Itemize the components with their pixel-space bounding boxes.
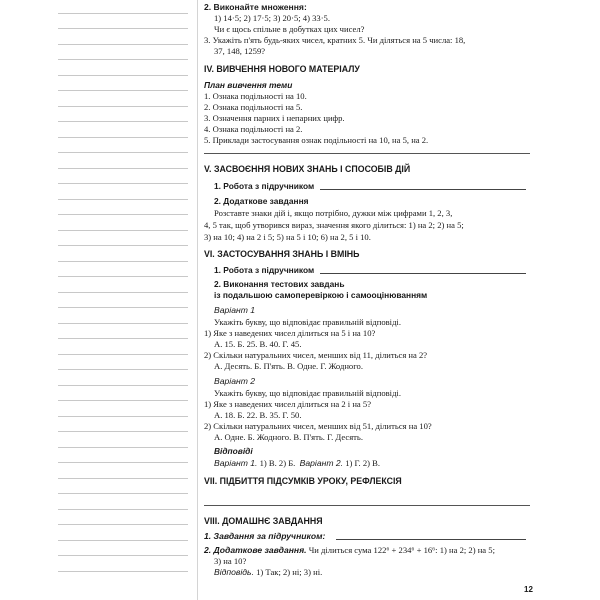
section8-task2-line2: 3) на 10? — [214, 556, 247, 566]
notes-line — [58, 369, 188, 370]
answers-line — [214, 458, 380, 468]
section5-heading: V. ЗАСВОЄННЯ НОВИХ ЗНАНЬ І СПОСОБІВ ДІЙ — [204, 164, 411, 174]
section8-answer-line — [214, 567, 322, 577]
notes-line — [58, 540, 188, 541]
notes-line — [58, 183, 188, 184]
plan-item: 3. Означення парних і непарних цифр. — [204, 113, 345, 123]
plan-item: 5. Приклади застосування ознак подільності на 10, на 5, на 2. — [204, 135, 429, 145]
item2-line1: 1) 14·5; 2) 17·5; 3) 20·5; 4) 33·5. — [214, 13, 330, 23]
notes-line — [58, 214, 188, 215]
section-rule — [204, 505, 530, 506]
section-rule — [204, 153, 530, 154]
notes-line — [58, 261, 188, 262]
notes-line — [58, 106, 188, 107]
variant1-a2: А. Десять. Б. П'ять. В. Одне. Г. Жодного. — [214, 361, 363, 371]
variant2-intro: Укажіть букву, що відповідає правильній відповіді. — [214, 388, 401, 398]
variant2-a1: А. 18. Б. 22. В. 35. Г. 50. — [214, 410, 302, 420]
section8-answer-text: 1) Так; 2) ні; 3) ні. — [256, 567, 323, 577]
notes-line — [58, 478, 188, 479]
notes-line — [58, 44, 188, 45]
notes-line — [58, 385, 188, 386]
plan-item: 1. Ознака подільності на 10. — [204, 91, 307, 101]
section6-heading: VI. ЗАСТОСУВАННЯ ЗНАНЬ І ВМІНЬ — [204, 249, 360, 259]
notes-line — [58, 571, 188, 572]
answer-blank[interactable] — [320, 189, 526, 190]
variant1-q2: 2) Скільки натуральних чисел, менших від 11, ділиться на 2? — [204, 350, 428, 360]
answers-v1-label: Варіант 1. — [214, 458, 258, 468]
notes-line — [58, 59, 188, 60]
section5-task2-line3: 3) на 10; 4) на 2 і 5; 5) на 5 і 10; 6) на 2, 5 і 10. — [204, 232, 371, 242]
answers-v1: 1) В. 2) Б. — [259, 458, 296, 468]
variant1-q1: 1) Яке з наведених чисел ділиться на 5 і на 10? — [204, 328, 376, 338]
notes-line — [58, 416, 188, 417]
item3-line2: 37, 148, 1259? — [214, 46, 266, 56]
section5-task1: 1. Робота з підручником — [214, 181, 315, 191]
notes-line — [58, 338, 188, 339]
section8-answer-label: Відповідь. — [214, 567, 254, 577]
plan-item: 4. Ознака подільності на 2. — [204, 124, 303, 134]
section8-task2-label: 2. Додаткове завдання. — [204, 545, 307, 555]
plan-title: План вивчення теми — [204, 80, 293, 90]
notes-line — [58, 168, 188, 169]
section8-task2-line — [204, 545, 495, 555]
notes-line — [58, 307, 188, 308]
variant2-a2: А. Одне. Б. Жодного. В. П'ять. Г. Десять. — [214, 432, 363, 442]
notes-line — [58, 400, 188, 401]
section8-heading: VIII. ДОМАШНЄ ЗАВДАННЯ — [204, 516, 323, 526]
notes-line — [58, 555, 188, 556]
item2-line2: Чи є щось спільне в добутках цих чисел? — [214, 24, 365, 34]
answers-v2-label: Варіант 2. — [299, 458, 344, 468]
notes-line — [58, 152, 188, 153]
variant1-intro: Укажіть букву, що відповідає правильній відповіді. — [214, 317, 401, 327]
notes-line — [58, 524, 188, 525]
section7-heading: VII. ПІДБИТТЯ ПІДСУМКІВ УРОКУ, РЕФЛЕКСІЯ — [204, 476, 402, 486]
notes-line — [58, 493, 188, 494]
notes-line — [58, 276, 188, 277]
section4-heading: IV. ВИВЧЕННЯ НОВОГО МАТЕРІАЛУ — [204, 64, 360, 74]
notes-line — [58, 509, 188, 510]
item2-title: 2. Виконайте множення: — [204, 2, 307, 12]
notes-line — [58, 462, 188, 463]
notes-gutter — [58, 0, 188, 600]
variant2-q1: 1) Яке з наведених чисел ділиться на 2 і на 5? — [204, 399, 372, 409]
notes-line — [58, 354, 188, 355]
notes-line — [58, 230, 188, 231]
notes-line — [58, 447, 188, 448]
section6-task2-line1: 2. Виконання тестових завдань — [214, 279, 345, 289]
answers-v2: 1) Г. 2) В. — [345, 458, 381, 468]
notes-line — [58, 121, 188, 122]
notes-line — [58, 75, 188, 76]
notes-line — [58, 323, 188, 324]
notes-line — [58, 199, 188, 200]
page-number: 12 — [524, 585, 533, 594]
variant1-a1: А. 15. Б. 25. В. 40. Г. 45. — [214, 339, 302, 349]
section8-task2-text: Чи ділиться сума 122⁶ + 234⁶ + 16⁶: 1) на 2; 2) на 5; — [308, 545, 495, 555]
variant1-label: Варіант 1 — [214, 305, 256, 315]
section5-task2: 2. Додаткове завдання — [214, 196, 309, 206]
item3-line1: 3. Укажіть п'ять будь-яких чисел, кратних 5. Чи діляться на 5 числа: 18, — [204, 35, 466, 45]
notes-line — [58, 292, 188, 293]
notes-line — [58, 245, 188, 246]
plan-item: 2. Ознака подільності на 5. — [204, 102, 303, 112]
section6-task1: 1. Робота з підручником — [214, 265, 315, 275]
notes-line — [58, 13, 188, 14]
notes-line — [58, 28, 188, 29]
section6-task2-line2: із подальшою самоперевіркою і самооцінюванням — [214, 290, 428, 300]
answer-blank[interactable] — [336, 539, 526, 540]
notes-line — [58, 431, 188, 432]
answer-blank[interactable] — [320, 273, 526, 274]
section8-task1: 1. Завдання за підручником: — [204, 531, 326, 541]
margin-divider — [197, 0, 198, 600]
variant2-label: Варіант 2 — [214, 376, 256, 386]
notes-line — [58, 137, 188, 138]
notes-line — [58, 90, 188, 91]
answers-title: Відповіді — [214, 446, 253, 456]
variant2-q2: 2) Скільки натуральних чисел, менших від 51, ділиться на 10? — [204, 421, 432, 431]
section5-task2-line2: 4, 5 так, щоб утворився вираз, значення якого ділиться: 1) на 2; 2) на 5; — [204, 220, 464, 230]
section5-task2-line1: Розставте знаки дій і, якщо потрібно, дужки між цифрами 1, 2, 3, — [214, 208, 453, 218]
